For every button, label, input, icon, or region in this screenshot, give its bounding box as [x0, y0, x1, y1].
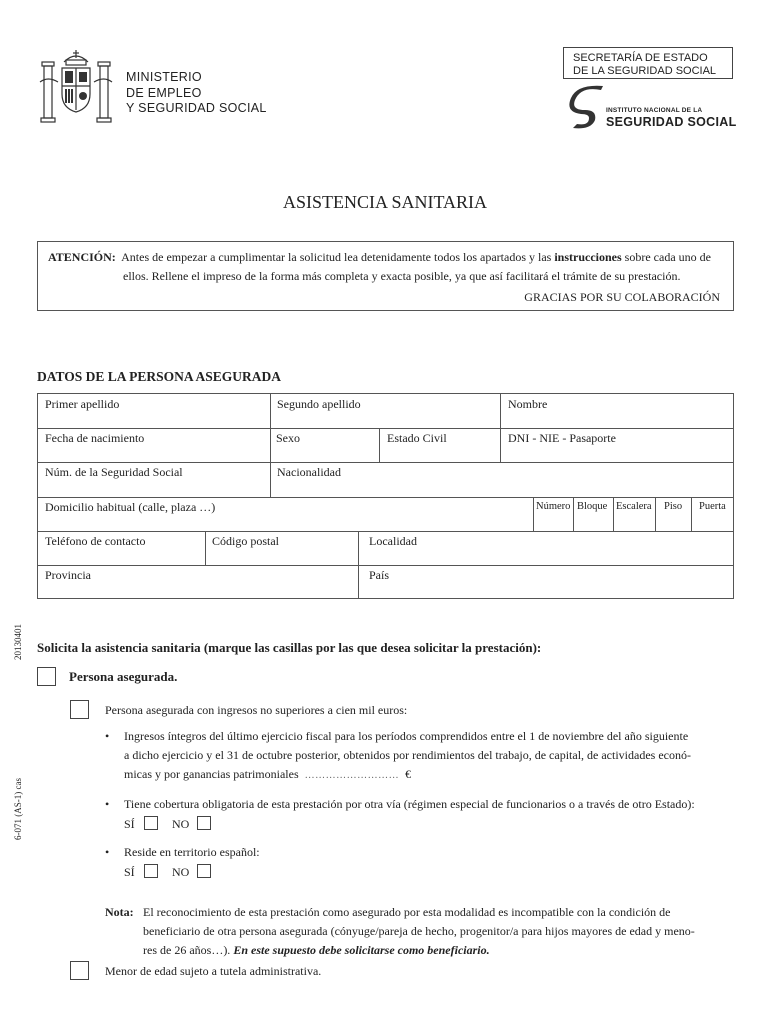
section-title: DATOS DE LA PERSONA ASEGURADA: [37, 369, 282, 384]
attention-text: sobre cada uno de: [624, 250, 711, 264]
col-divider: [358, 531, 359, 599]
field-fecha-nacimiento[interactable]: Fecha de nacimiento: [45, 431, 145, 445]
ingresos-checkbox[interactable]: [70, 700, 89, 719]
side-code-date: 20130401: [13, 624, 23, 660]
row-divider: [38, 428, 733, 429]
col-divider: [379, 428, 380, 462]
secretaria-line: SECRETARÍA DE ESTADO: [573, 52, 708, 64]
side-code-form: 6-071 (AS-1) cas: [13, 778, 23, 840]
si-label: SÍ: [124, 817, 135, 831]
bullet-ingresos-line: [124, 765, 691, 785]
secretaria-line: DE LA SEGURIDAD SOCIAL: [573, 65, 717, 77]
no-label: NO: [172, 865, 190, 879]
field-primer-apellido[interactable]: Primer apellido: [45, 397, 120, 411]
insured-person-form: [37, 393, 734, 599]
field-domicilio[interactable]: Domicilio habitual (calle, plaza …): [45, 500, 216, 514]
col-divider: [691, 497, 692, 531]
nota-line: beneficiario de otra persona asegurada (cónyuge/pareja de hecho, progenitor/a para hijos mayores de edad y meno-: [143, 924, 695, 938]
field-nacionalidad[interactable]: Nacionalidad: [277, 465, 341, 479]
field-bloque[interactable]: Bloque: [577, 501, 608, 512]
cobertura-si-checkbox[interactable]: [144, 816, 158, 830]
field-estado-civil[interactable]: Estado Civil: [387, 431, 447, 445]
attention-text: Antes de empezar a cumplimentar la solicitud lea detenidamente todos los apartados y las: [121, 250, 552, 264]
nota-line-3: res de 26 años…).: [143, 943, 231, 957]
row-divider: [38, 565, 733, 566]
ingresos-label: Persona asegurada con ingresos no superiores a cien mil euros:: [105, 703, 408, 717]
field-piso[interactable]: Piso: [664, 501, 683, 512]
row-divider: [38, 531, 733, 532]
col-divider: [613, 497, 614, 531]
si-label: SÍ: [124, 865, 135, 879]
coat-of-arms-logo: [36, 46, 116, 126]
field-segundo-apellido[interactable]: Segundo apellido: [277, 397, 361, 411]
field-codigo-postal[interactable]: Código postal: [212, 534, 280, 548]
page-title: ASISTENCIA SANITARIA: [282, 192, 488, 212]
field-dni[interactable]: DNI - NIE - Pasaporte: [508, 431, 616, 445]
nota-emphasis: En este supuesto debe solicitarse como beneficiario.: [233, 943, 490, 957]
menor-tutela-label: Menor de edad sujeto a tutela administrativa.: [105, 964, 322, 978]
ingresos-amount-field[interactable]: ………………………: [304, 770, 400, 781]
field-telefono[interactable]: Teléfono de contacto: [45, 534, 146, 548]
field-nombre[interactable]: Nombre: [508, 397, 548, 411]
bullet-reside-text: Reside en territorio español:: [124, 845, 260, 859]
field-puerta[interactable]: Puerta: [699, 501, 726, 512]
persona-asegurada-label: Persona asegurada.: [69, 669, 178, 684]
bullet-ingresos-text: [124, 727, 691, 785]
ministry-line: MINISTERIO: [126, 70, 202, 84]
no-label: NO: [172, 817, 190, 831]
bullet-cobertura-text: Tiene cobertura obligatoria de esta prestación por otra vía (régimen especial de funcionarios o a través de otro Estado):: [124, 797, 695, 811]
solicita-heading: Solicita la asistencia sanitaria (marque las casillas por las que desea solicitar la prestación):: [37, 640, 542, 655]
row-divider: [38, 497, 733, 498]
attention-instructions: instrucciones: [554, 250, 622, 264]
col-divider: [270, 394, 271, 497]
nota-line: El reconocimiento de esta prestación como asegurado por esta modalidad es incompatible con la condición de: [143, 905, 671, 919]
menor-tutela-checkbox[interactable]: [70, 961, 89, 980]
field-escalera[interactable]: Escalera: [616, 501, 652, 512]
bullet-dot: •: [105, 797, 110, 811]
field-localidad[interactable]: Localidad: [369, 534, 417, 548]
secretaria-box: [563, 47, 733, 79]
ministry-line: Y SEGURIDAD SOCIAL: [126, 101, 267, 115]
bullet-ingresos-line: a dicho ejercicio y el 31 de octubre posterior, obtenidos por rendimientos del trabajo, de capital, de actividades econó-: [124, 748, 691, 762]
nota-line: [143, 941, 735, 960]
attention-label: ATENCIÓN:: [48, 250, 116, 264]
bullet-dot: •: [105, 729, 110, 743]
field-num-seguridad-social[interactable]: Núm. de la Seguridad Social: [45, 465, 183, 479]
field-sexo[interactable]: Sexo: [276, 431, 300, 445]
instituto-label: INSTITUTO NACIONAL DE LA: [606, 107, 703, 114]
col-divider: [533, 497, 534, 531]
nota-label: Nota:: [105, 905, 134, 919]
row-divider: [38, 462, 733, 463]
nota-text: [143, 903, 735, 960]
seguridad-social-logo: [567, 84, 607, 132]
attention-thanks: GRACIAS POR SU COLABORACIÓN: [524, 290, 720, 304]
col-divider: [205, 531, 206, 565]
ministry-line: DE EMPLEO: [126, 85, 202, 100]
attention-line-1: [48, 250, 711, 265]
bullet-dot: •: [105, 845, 110, 859]
seguridad-social-label: SEGURIDAD SOCIAL: [606, 115, 737, 129]
euro-sign: €: [405, 767, 412, 781]
col-divider: [655, 497, 656, 531]
reside-no-checkbox[interactable]: [197, 864, 211, 878]
col-divider: [573, 497, 574, 531]
field-provincia[interactable]: Provincia: [45, 568, 91, 582]
field-numero[interactable]: Número: [536, 501, 571, 512]
col-divider: [500, 394, 501, 462]
bullet-ingresos-line: Ingresos íntegros del último ejercicio fiscal para los períodos comprendidos entre el 1 de noviembre del año siguiente: [124, 729, 689, 743]
field-pais[interactable]: País: [369, 568, 390, 582]
bullet-ingresos-line-end: micas y por ganancias patrimoniales: [124, 767, 299, 781]
persona-asegurada-checkbox[interactable]: [37, 667, 56, 686]
ministry-name: [126, 70, 267, 117]
reside-si-checkbox[interactable]: [144, 864, 158, 878]
attention-line-2: ellos. Rellene el impreso de la forma más completa y exacta posible, ya que así facilitará el trámite de su prestación.: [123, 269, 681, 283]
cobertura-no-checkbox[interactable]: [197, 816, 211, 830]
